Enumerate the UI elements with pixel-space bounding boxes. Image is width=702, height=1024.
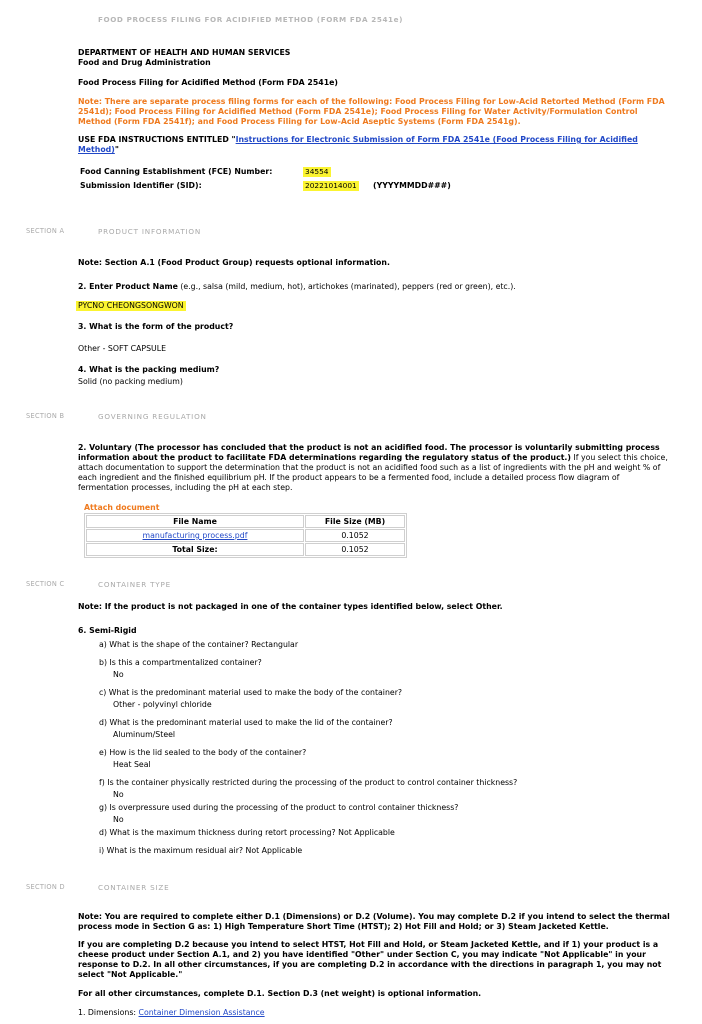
instructions-line: [78, 135, 668, 155]
attached-file-size: 0.1052: [305, 529, 405, 542]
section-a-title: PRODUCT INFORMATION: [98, 227, 202, 236]
product-form-question: 3. What is the form of the product?: [78, 322, 234, 331]
department-name: DEPARTMENT OF HEALTH AND HUMAN SERVICES: [78, 48, 291, 57]
attach-document-title: Attach document: [84, 503, 160, 512]
col-file-size: File Size (MB): [305, 515, 405, 528]
lid-material-question: d) What is the predominant material used to make the lid of the container?: [99, 718, 393, 727]
product-name-question-bold: 2. Enter Product Name: [78, 282, 178, 291]
container-shape-question: a) What is the shape of the container? Rectangular: [99, 640, 299, 649]
voluntary-statement-rest: If you select this choice, attach documentation to support the determination that the product is not an acidified food such as a list of ingredients with the pH and weight % of each ingredient and the finished equilibrium pH. If the product appears to be a fermented food, include a detailed process flow diagram of fermentation processes, including the pH at each step.: [78, 453, 668, 492]
total-size-value: 0.1052: [305, 543, 405, 556]
compartmentalized-question: b) Is this a compartmentalized container?: [99, 658, 262, 667]
lid-seal-question: e) How is the lid sealed to the body of the container?: [99, 748, 307, 757]
section-a-note: Note: Section A.1 (Food Product Group) requests optional information.: [78, 258, 390, 267]
max-thickness-question: d) What is the maximum thickness during retort processing? Not Applicable: [99, 828, 395, 837]
section-c-title: CONTAINER TYPE: [98, 580, 171, 589]
section-c-label: SECTION C: [26, 580, 65, 588]
fce-label: Food Canning Establishment (FCE) Number:: [80, 167, 273, 176]
form-note: Note: There are separate process filing forms for each of the following: Food Process Filing for Low-Acid Retorted Method (Form FDA 2541d); Food Process Filing for Acidified Method (Form FDA 2541e); Food Process Filing for Water Activity/Formulation Control Method (Form FDA 2541f); and Food Process Filing for Low-Acid Aseptic Systems (Form FDA 2541g).: [78, 97, 665, 126]
body-material-question: c) What is the predominant material used to make the body of the container?: [99, 688, 403, 697]
section-d-note-2: If you are completing D.2 because you intend to select HTST, Hot Fill and Hold, or Steam Jacketed Kettle, and if 1) your product is a cheese product under Section A.1, and 2) you have identified "Other" under Section C, you may indicate "Not Applicable" in your response to D.2. In all other circumstances, if you are completing D.2 in accordance with the directions in paragraph 1, you may not select "Not Applicable.": [78, 940, 662, 979]
sid-label: Submission Identifier (SID):: [80, 181, 202, 190]
overpressure-answer: No: [113, 815, 124, 824]
container-dimension-assistance-link[interactable]: Container Dimension Assistance: [138, 1008, 265, 1017]
body-material-answer: Other - polyvinyl chloride: [113, 700, 212, 709]
total-size-label: Total Size:: [86, 543, 304, 556]
product-name-question-rest: (e.g., salsa (mild, medium, hot), artichokes (marinated), peppers (red or green), etc.).: [177, 282, 516, 291]
overpressure-question: g) Is overpressure used during the processing of the product to control container thickness?: [99, 803, 459, 812]
section-d-title: CONTAINER SIZE: [98, 883, 170, 892]
voluntary-statement: [78, 443, 670, 493]
compartmentalized-answer: No: [113, 670, 124, 679]
sid-format: (YYYYMMDD###): [373, 181, 451, 190]
section-c-note: Note: If the product is not packaged in one of the container types identified below, select Other.: [78, 602, 503, 611]
section-d-note-1: Note: You are required to complete either D.1 (Dimensions) or D.2 (Volume). You may complete D.2 if you intend to select the thermal process mode in Section G as: 1) High Temperature Short Time (HTST); 2) Hot Fill and Hold; or 3) Steam Jacketed Kettle.: [78, 912, 670, 931]
packing-medium-answer: Solid (no packing medium): [78, 377, 183, 386]
attached-file-link[interactable]: manufacturing process.pdf: [142, 531, 248, 540]
restricted-answer: No: [113, 790, 124, 799]
section-d-note-3: For all other circumstances, complete D.1. Section D.3 (net weight) is optional information.: [78, 989, 482, 998]
product-name-question: [78, 282, 516, 292]
packing-medium-question: 4. What is the packing medium?: [78, 365, 220, 374]
product-name-value: PYCNO CHEONGSONGWON: [78, 301, 184, 310]
voluntary-statement-bold: 2. Voluntary (The processor has concluded that the product is not an acidified food. The processor is voluntarily submitting process information about the product to facilitate FDA determinations regarding the regulatory status of the product.): [78, 443, 660, 462]
dimensions-label: 1. Dimensions:: [78, 1008, 139, 1017]
lid-seal-answer: Heat Seal: [113, 760, 151, 769]
section-b-label: SECTION B: [26, 412, 65, 420]
product-form-answer: Other - SOFT CAPSULE: [78, 344, 166, 353]
agency-name: Food and Drug Administration: [78, 58, 211, 67]
semi-rigid-heading: 6. Semi-Rigid: [78, 626, 137, 635]
section-a-label: SECTION A: [26, 227, 65, 235]
lid-material-answer: Aluminum/Steel: [113, 730, 176, 739]
instructions-link[interactable]: Instructions for Electronic Submission of Form FDA 2541e (Food Process Filing for Acidified Method): [78, 135, 638, 154]
section-d-label: SECTION D: [26, 883, 65, 891]
instructions-prefix: USE FDA INSTRUCTIONS ENTITLED ": [78, 135, 236, 144]
table-row: [86, 529, 405, 542]
section-b-title: GOVERNING REGULATION: [98, 412, 207, 421]
dimensions-line: [78, 1008, 265, 1018]
col-file-name: File Name: [86, 515, 304, 528]
restricted-question: f) Is the container physically restricted during the processing of the product to control container thickness?: [99, 778, 518, 787]
fce-value: 34554: [305, 167, 329, 176]
page-header-title: FOOD PROCESS FILING FOR ACIDIFIED METHOD (FORM FDA 2541e): [98, 15, 404, 24]
table-row-total: [86, 543, 405, 556]
attachment-table: [84, 513, 407, 558]
form-title: Food Process Filing for Acidified Method (Form FDA 2541e): [78, 78, 338, 87]
sid-value: 20221014001: [305, 181, 357, 190]
residual-air-question: i) What is the maximum residual air? Not Applicable: [99, 846, 303, 855]
instructions-suffix: ": [114, 145, 119, 154]
